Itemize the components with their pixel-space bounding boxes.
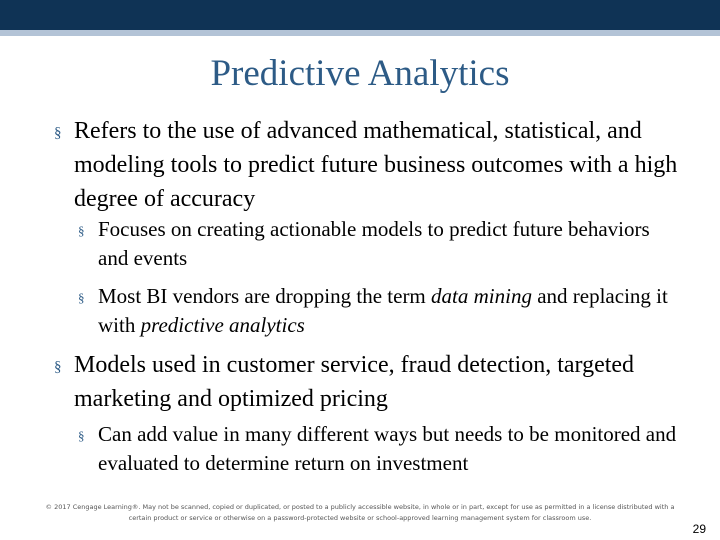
bullet-marker-icon: § — [54, 125, 62, 141]
bullet-marker-icon: § — [54, 359, 62, 375]
bullet-marker-icon: § — [78, 428, 85, 443]
header-rule — [0, 30, 720, 36]
header-bar — [0, 0, 720, 30]
bullet-1-sub-2 — [78, 282, 678, 340]
bullet-text-part: Most BI vendors are dropping the term — [98, 284, 432, 308]
bullet-1-sub-1-text: Focuses on creating actionable models to predict future behaviors and events — [98, 217, 650, 270]
bullet-1-sub-2-text — [78, 282, 678, 340]
bullet-2-sub-1-text: Can add value in many different ways but needs to be monitored and evaluated to determine return on investment — [98, 422, 677, 475]
bullet-1 — [54, 114, 694, 216]
bullet-text-part: and replacing it with — [98, 284, 668, 337]
bullet-2-text: Models used in customer service, fraud detection, targeted marketing and optimized pricing — [74, 352, 635, 412]
bullet-2 — [54, 348, 694, 416]
slide-title: Predictive Analytics — [210, 53, 510, 94]
bullet-1-text: Refers to the use of advanced mathematical, statistical, and modeling tools to predict future business outcomes with a high degree of accuracy — [74, 118, 678, 212]
bullet-marker-icon: § — [78, 223, 85, 238]
bullet-marker-icon: § — [78, 290, 85, 305]
bullet-1-sub-1 — [78, 215, 678, 273]
emphasis-predictive-analytics: predictive analytics — [140, 313, 305, 337]
emphasis-data-mining: data mining — [431, 284, 532, 308]
page-number: 29 — [692, 522, 706, 536]
copyright-footer: © 2017 Cengage Learning®. May not be scanned, copied or duplicated, or posted to a publicly accessible website, in whole or in part, except for use as permitted in a license distributed with a certain product or service or otherwise on a password-protected website or school-approved learning management system for classroom use. — [45, 503, 675, 522]
bullet-2-sub-1 — [78, 420, 678, 478]
